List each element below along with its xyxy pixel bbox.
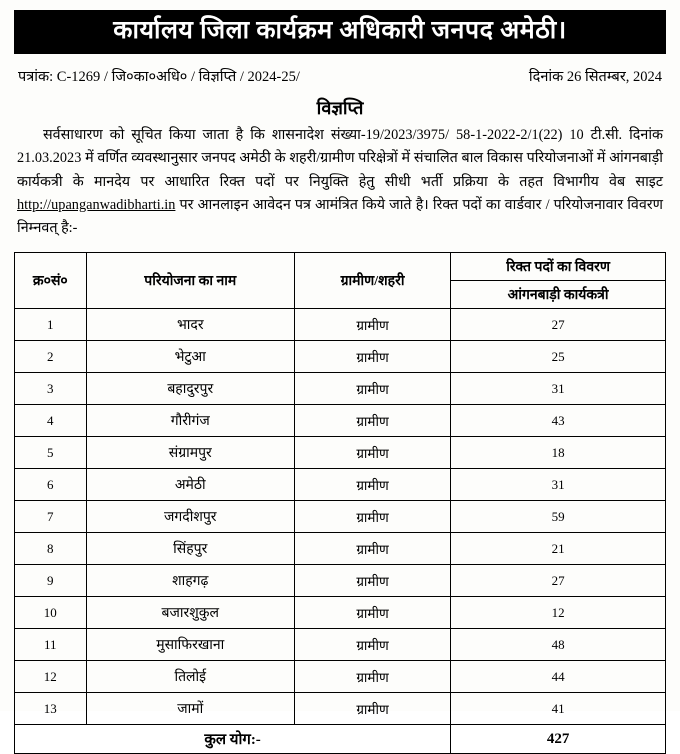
table-row: [15, 373, 666, 405]
cell-vacancy: 59: [451, 501, 666, 533]
table-header-row-1: [15, 253, 666, 281]
body-line-4-suffix: पर आनलाइन आवेदन पत्र आमंत्रित किये जाते है। रिक्त पदों: [175, 196, 482, 213]
cell-vacancy: 18: [451, 437, 666, 469]
cell-area: ग्रामीण: [294, 437, 450, 469]
cell-serial: 3: [15, 373, 87, 405]
cell-serial: 9: [15, 565, 87, 597]
cell-serial: 5: [15, 437, 87, 469]
cell-vacancy: 41: [451, 693, 666, 725]
cell-vacancy: 21: [451, 533, 666, 565]
vacancy-table: [14, 252, 666, 754]
cell-area: ग्रामीण: [294, 533, 450, 565]
cell-vacancy: 12: [451, 597, 666, 629]
portal-url[interactable]: http://upanganwadibharti.in: [17, 196, 176, 213]
cell-area: ग्रामीण: [294, 565, 450, 597]
cell-vacancy: 48: [451, 629, 666, 661]
total-vacancy-value: 427: [451, 725, 666, 754]
cell-project: सिंहपुर: [86, 533, 294, 565]
cell-project: बहादुरपुर: [86, 373, 294, 405]
notice-body: [14, 124, 666, 240]
letter-number: पत्रांक: C-1269 / जि०का०अधि० / विज्ञप्ति / 2024-25/: [18, 69, 300, 86]
table-row: [15, 565, 666, 597]
table-row: [15, 469, 666, 501]
cell-serial: 7: [15, 501, 87, 533]
cell-vacancy: 31: [451, 469, 666, 501]
cell-vacancy: 31: [451, 373, 666, 405]
table-row: [15, 629, 666, 661]
cell-project: अमेठी: [86, 469, 294, 501]
table-row: [15, 405, 666, 437]
cell-vacancy: 27: [451, 565, 666, 597]
cell-vacancy: 25: [451, 341, 666, 373]
header-vacancy-subcolumn: आंगनबाड़ी कार्यकत्री: [451, 281, 666, 309]
letter-date: दिनांक 26 सितम्बर, 2024: [528, 69, 662, 86]
cell-area: ग्रामीण: [294, 341, 450, 373]
cell-project: तिलोई: [86, 661, 294, 693]
cell-project: जगदीशपुर: [86, 501, 294, 533]
header-area-type: ग्रामीण/शहरी: [294, 253, 450, 309]
total-label: कुल योग:-: [15, 725, 451, 754]
cell-area: ग्रामीण: [294, 693, 450, 725]
cell-area: ग्रामीण: [294, 309, 450, 341]
body-line-4-prefix: विभागीय वेब साइट: [553, 173, 663, 190]
table-row: [15, 597, 666, 629]
cell-project: भेटुआ: [86, 341, 294, 373]
cell-serial: 4: [15, 405, 87, 437]
cell-project: भादर: [86, 309, 294, 341]
table-row: [15, 341, 666, 373]
letter-meta-row: [14, 66, 666, 86]
cell-serial: 12: [15, 661, 87, 693]
table-row: [15, 533, 666, 565]
cell-area: ग्रामीण: [294, 373, 450, 405]
table-row: [15, 501, 666, 533]
cell-serial: 10: [15, 597, 87, 629]
office-title-banner: कार्यालय जिला कार्यक्रम अधिकारी जनपद अमेठी।: [14, 10, 666, 54]
cell-serial: 6: [15, 469, 87, 501]
cell-area: ग्रामीण: [294, 469, 450, 501]
cell-project: मुसाफिरखाना: [86, 629, 294, 661]
cell-area: ग्रामीण: [294, 501, 450, 533]
cell-vacancy: 43: [451, 405, 666, 437]
body-line-5: का वार्डवार / परियोजनावार विवरण निम्नवत् है:-: [17, 196, 663, 236]
table-row: [15, 661, 666, 693]
body-line-2: दिनांक 21.03.2023 में वर्णित व्यवस्थानुसार जनपद अमेठी के शहरी/ग्रामीण परिक्षेत्रों में संचालित बाल विकास: [17, 127, 664, 167]
cell-area: ग्रामीण: [294, 661, 450, 693]
cell-project: संग्रामपुर: [86, 437, 294, 469]
cell-serial: 1: [15, 309, 87, 341]
table-body: [15, 309, 666, 754]
cell-area: ग्रामीण: [294, 597, 450, 629]
cell-vacancy: 27: [451, 309, 666, 341]
cell-project: शाहगढ़: [86, 565, 294, 597]
header-serial-number: क्र०सं०: [15, 253, 87, 309]
cell-project: जामों: [86, 693, 294, 725]
table-total-row: [15, 725, 666, 754]
header-project-name: परियोजना का नाम: [86, 253, 294, 309]
cell-serial: 2: [15, 341, 87, 373]
cell-project: गौरीगंज: [86, 405, 294, 437]
cell-project: बजारशुकुल: [86, 597, 294, 629]
table-row: [15, 437, 666, 469]
cell-area: ग्रामीण: [294, 629, 450, 661]
document-title: विज्ञप्ति: [316, 98, 364, 119]
table-row: [15, 309, 666, 341]
header-vacancy-group: रिक्त पदों का विवरण: [451, 253, 666, 281]
cell-serial: 11: [15, 629, 87, 661]
table-head: [15, 253, 666, 309]
body-line-1: सर्वसाधारण को सूचित किया जाता है कि शासनादेश संख्या-19/2023/3975/ 58-1-2022-2/1(22) 10 टी.सी.: [43, 127, 623, 144]
body-line-3: परियोजनाओं में आंगनबाड़ी कार्यकत्री के मानदेय पर आधारित रिक्त पदों पर नियुक्ति हेतु सीधी भर्ती प्रक्रिया के तहत: [17, 150, 663, 190]
table-row: [15, 693, 666, 725]
cell-serial: 13: [15, 693, 87, 725]
cell-area: ग्रामीण: [294, 405, 450, 437]
cell-vacancy: 44: [451, 661, 666, 693]
cell-serial: 8: [15, 533, 87, 565]
